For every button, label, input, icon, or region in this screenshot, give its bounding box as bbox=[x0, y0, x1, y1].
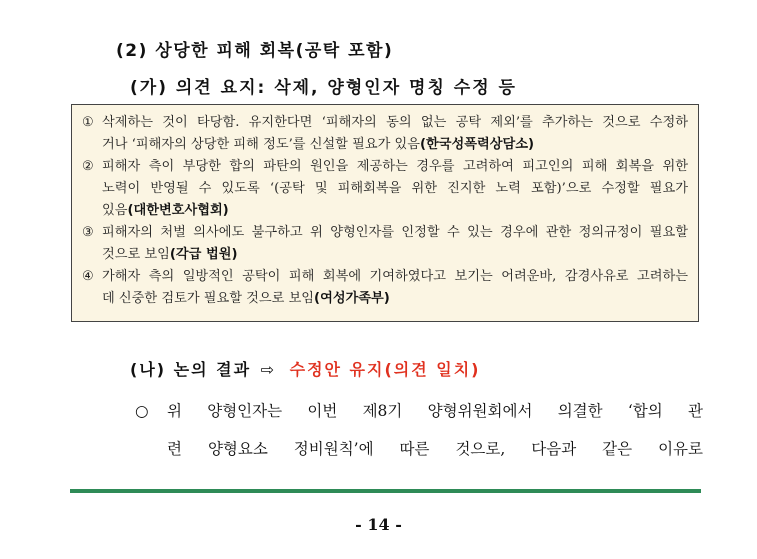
opinion-source: (여성가족부) bbox=[314, 291, 390, 306]
footer-divider bbox=[70, 489, 701, 493]
opinion-summary-heading: (가) 의견 요지: 삭제, 양형인자 명칭 수정 등 bbox=[130, 78, 517, 98]
opinion-line: 데 신중한 검토가 필요할 것으로 보임 bbox=[102, 291, 315, 306]
discussion-result-value: 수정안 유지(의견 일치) bbox=[289, 360, 481, 379]
opinion-item bbox=[82, 156, 688, 222]
opinion-source: (각급 법원) bbox=[169, 247, 238, 262]
opinion-line: 피해자의 처벌 의사에도 불구하고 위 양형인자를 인정할 수 있는 경우에 관한 정의규정이 필요할 bbox=[102, 225, 688, 240]
discussion-result-label: (나) 논의 결과 bbox=[130, 360, 252, 379]
bullet-circle-icon: ○ bbox=[135, 402, 149, 420]
opinion-source: (대한변호사협회) bbox=[127, 203, 229, 218]
opinion-line: 노력이 반영될 수 있도록 ‘(공탁 및 피해회복을 위한 진지한 노력 포함)’으로 수정할 필요가 bbox=[102, 181, 688, 196]
opinion-text bbox=[102, 222, 688, 266]
opinion-item bbox=[82, 266, 688, 310]
opinion-number: ② bbox=[82, 159, 94, 174]
opinion-line: 거나 ‘피해자의 상당한 피해 정도’를 신설할 필요가 있음 bbox=[102, 137, 420, 152]
page-number: - 14 - bbox=[355, 515, 402, 534]
opinion-text bbox=[102, 266, 688, 310]
opinion-summary-box bbox=[71, 104, 699, 322]
opinion-text bbox=[102, 112, 688, 156]
discussion-result-heading bbox=[130, 357, 480, 380]
opinion-line: 피해자 측이 부당한 합의 파탄의 원인을 제공하는 경우를 고려하여 피고인의 피해 회복을 위한 bbox=[102, 159, 688, 174]
opinion-line: 것으로 보임 bbox=[102, 247, 170, 262]
opinion-text bbox=[102, 156, 688, 222]
bullet-line: 위 양형인자는 이번 제8기 양형위원회에서 의결한 ‘합의 관 bbox=[167, 402, 703, 420]
opinion-item bbox=[82, 112, 688, 156]
bullet-line: 련 양형요소 정비원칙’에 따른 것으로, 다음과 같은 이유로 bbox=[167, 440, 703, 458]
opinion-line: 있음 bbox=[102, 203, 128, 218]
opinion-line: 삭제하는 것이 타당함. 유지한다면 ‘피해자의 동의 없는 공탁 제외’를 추가하는 것으로 수정하 bbox=[102, 115, 688, 130]
opinion-item bbox=[82, 222, 688, 266]
opinion-number: ① bbox=[82, 115, 94, 130]
opinion-number: ③ bbox=[82, 225, 94, 240]
opinion-line: 가해자 측의 일방적인 공탁이 피해 회복에 기여하였다고 보기는 어려운바, 감경사유로 고려하는 bbox=[102, 269, 688, 284]
section-heading: (2) 상당한 피해 회복(공탁 포함) bbox=[116, 41, 394, 61]
bullet-paragraph bbox=[135, 392, 703, 468]
opinion-number: ④ bbox=[82, 269, 94, 284]
arrow-right-icon: ⇨ bbox=[260, 360, 277, 379]
opinion-source: (한국성폭력상담소) bbox=[420, 137, 534, 152]
